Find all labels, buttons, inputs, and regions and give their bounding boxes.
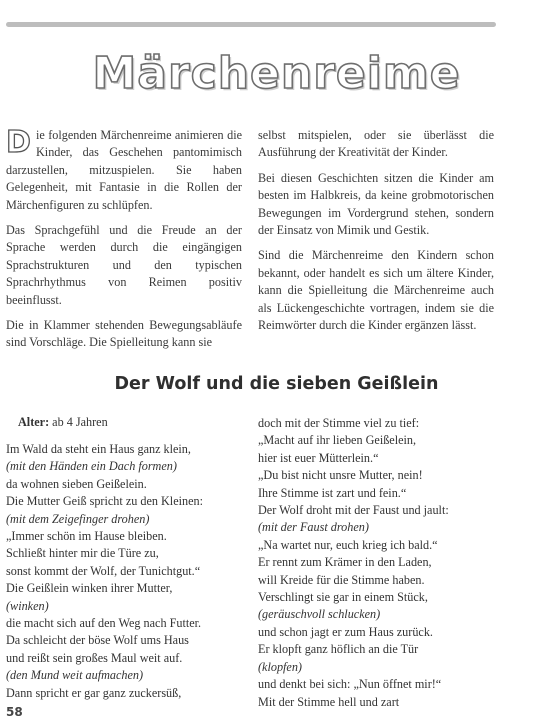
poem-line: Mit der Stimme hell und zart bbox=[258, 694, 400, 709]
poem-line: „Immer schön im Hause bleiben. bbox=[6, 529, 167, 544]
intro-paragraph-3: Die in Klammer stehenden Bewegungsabläufe sind Vorschläge. Die Spielleitung kann sie bbox=[6, 318, 242, 350]
top-divider-bar bbox=[6, 22, 496, 27]
intro-paragraph-2: Das Sprachgefühl und die Freude an der Sprache werden durch die eingängigen Sprachstrukturen und den typischen Sprachrhythmus von Reimen positiv beeinflusst. bbox=[6, 223, 242, 307]
poem-column-left bbox=[6, 441, 251, 702]
poem-line: und schon jagt er zum Haus zurück. bbox=[258, 624, 433, 639]
poem-line: Da schleicht der böse Wolf ums Haus bbox=[6, 633, 189, 648]
poem-line: Er rennt zum Krämer in den Laden, bbox=[258, 555, 432, 570]
poem-line: die macht sich auf den Weg nach Futter. bbox=[6, 616, 202, 631]
intro-paragraph-6: Sind die Märchenreime den Kindern schon bekannt, oder handelt es sich um ältere Kinder, kann die Spielleitung die Märchenreime auch als Lückengeschichte vortragen, indem sie die Reimwörter durch die Kinder ergänzen lässt. bbox=[258, 248, 494, 333]
stage-direction: (mit dem Zeigefinger drohen) bbox=[6, 511, 150, 526]
poem-line: Im Wald da steht ein Haus ganz klein, bbox=[6, 442, 191, 456]
age-label: Alter: bbox=[18, 415, 50, 429]
poem-line: „Macht auf ihr lieben Geißelein, bbox=[258, 433, 417, 448]
intro-column-right bbox=[258, 127, 494, 342]
poem-line: Die Geißlein winken ihrer Mutter, bbox=[6, 581, 173, 596]
page-number: 58 bbox=[6, 705, 23, 719]
poem-line: „Na wartet nur, euch krieg ich bald.“ bbox=[258, 537, 438, 552]
age-value: ab 4 Jahren bbox=[52, 415, 108, 429]
stage-direction: (mit den Händen ein Dach formen) bbox=[6, 459, 177, 474]
stage-direction: (winken) bbox=[6, 598, 49, 613]
dropcap-letter: D bbox=[6, 125, 31, 160]
poem-line: und denkt bei sich: „Nun öffnet mir!“ bbox=[258, 677, 442, 692]
poem-line: will Kreide für die Stimme haben. bbox=[258, 572, 425, 587]
poem-line: Er klopft ganz höflich an die Tür bbox=[258, 642, 419, 657]
poem-line: Verschlingt sie gar in einem Stück, bbox=[258, 590, 428, 605]
poem-line: hier ist euer Mütterlein.“ bbox=[258, 450, 379, 465]
stage-direction: (klopfen) bbox=[258, 659, 302, 674]
intro-paragraph-4: selbst mitspielen, oder sie überlässt die Ausführung der Kreativität der Kinder. bbox=[258, 128, 494, 160]
poem-line: da wohnen sieben Geißelein. bbox=[6, 476, 147, 491]
page-title: Märchenreime bbox=[92, 48, 461, 99]
age-info bbox=[18, 415, 108, 430]
poem-line: Die Mutter Geiß spricht zu den Kleinen: bbox=[6, 494, 203, 509]
poem-line: Dann spricht er gar ganz zuckersüß, bbox=[6, 685, 182, 700]
poem-line: doch mit der Stimme viel zu tief: bbox=[258, 416, 420, 430]
intro-paragraph-5: Bei diesen Geschichten sitzen die Kinder am besten im Halbkreis, da keine grobmotorischen Bewegungen im Vordergrund stehen, sondern der Einsatz von Mimik und Gestik. bbox=[258, 170, 494, 238]
intro-column-left bbox=[6, 127, 242, 360]
stage-direction: (mit der Faust drohen) bbox=[258, 520, 369, 535]
intro-paragraph-1: Die folgenden Märchenreime animieren die Kinder, das Geschehen pantomimisch darzustellen, mitzuspielen. Sie haben Gelegenheit, mit Fantasie in die Rollen der Märchenfiguren zu schlüpfen. bbox=[6, 125, 242, 212]
poem-line: Ihre Stimme ist zart und fein.“ bbox=[258, 485, 407, 500]
stage-direction: (geräuschvoll schlucken) bbox=[258, 607, 381, 622]
poem-line: Der Wolf droht mit der Faust und jault: bbox=[258, 503, 449, 518]
poem-line: „Du bist nicht unsre Mutter, nein! bbox=[258, 468, 423, 483]
poem-line: und reißt sein großes Maul weit auf. bbox=[6, 650, 183, 665]
poem-column-right bbox=[258, 415, 498, 711]
poem-line: sonst kommt der Wolf, der Tunichtgut.“ bbox=[6, 563, 201, 578]
stage-direction: (den Mund weit aufmachen) bbox=[6, 668, 144, 683]
poem-title: Der Wolf und die sieben Geißlein bbox=[114, 374, 439, 394]
poem-line: Schließt hinter mir die Türe zu, bbox=[6, 546, 159, 561]
